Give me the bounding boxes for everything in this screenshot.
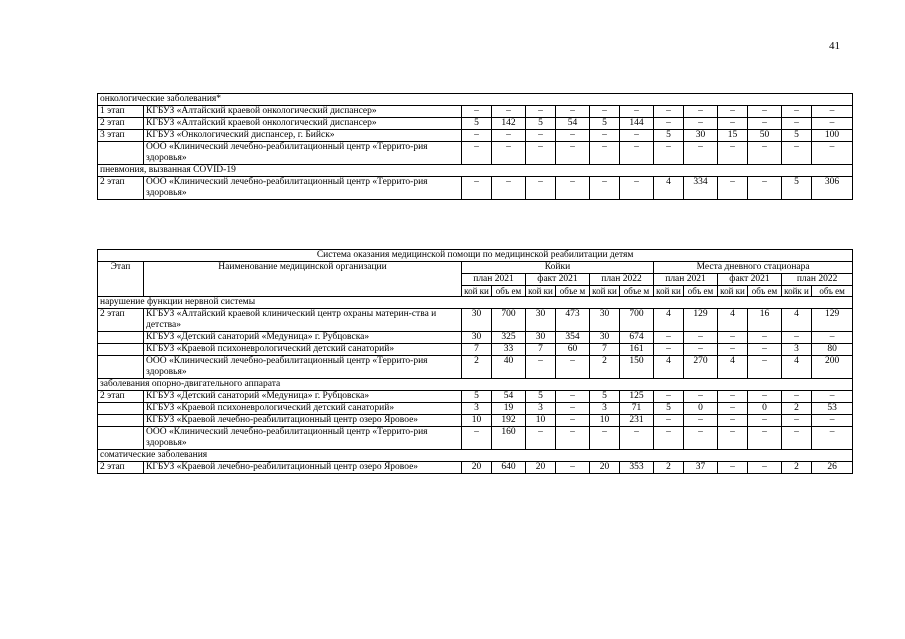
value-cell: –: [556, 356, 590, 379]
org-name-cell: КГБУЗ «Алтайский краевой клинический центр охраны материн-ства и детства»: [144, 309, 462, 332]
period-header: план 2021: [654, 274, 718, 286]
value-cell: 2: [462, 356, 492, 379]
value-cell: –: [782, 332, 812, 344]
value-cell: 20: [462, 462, 492, 474]
value-cell: 5: [654, 130, 684, 142]
value-cell: 7: [462, 344, 492, 356]
value-cell: –: [620, 177, 654, 200]
value-cell: –: [462, 106, 492, 118]
table-row: [98, 427, 853, 450]
value-cell: –: [654, 106, 684, 118]
value-cell: –: [718, 106, 748, 118]
value-cell: –: [526, 177, 556, 200]
value-cell: –: [718, 118, 748, 130]
value-cell: 54: [556, 118, 590, 130]
value-cell: –: [782, 118, 812, 130]
value-cell: –: [718, 403, 748, 415]
value-cell: –: [590, 427, 620, 450]
value-cell: 50: [748, 130, 782, 142]
value-cell: –: [812, 118, 853, 130]
stage-cell: [98, 403, 144, 415]
value-cell: 5: [526, 118, 556, 130]
period-header: факт 2021: [526, 274, 590, 286]
value-cell: 30: [462, 309, 492, 332]
value-cell: –: [718, 142, 748, 165]
subcol-header: кой ки: [590, 286, 620, 297]
value-cell: 0: [748, 403, 782, 415]
value-cell: 100: [812, 130, 853, 142]
value-cell: 700: [620, 309, 654, 332]
value-cell: 4: [654, 177, 684, 200]
value-cell: 60: [556, 344, 590, 356]
value-cell: 30: [590, 309, 620, 332]
value-cell: –: [684, 332, 718, 344]
period-header: план 2021: [462, 274, 526, 286]
value-cell: –: [718, 344, 748, 356]
section-label: заболевания опорно-двигательного аппарата: [98, 379, 853, 391]
stage-cell: 2 этап: [98, 391, 144, 403]
value-cell: –: [492, 142, 526, 165]
org-name-cell: КГБУЗ «Алтайский краевой онкологический диспансер»: [144, 106, 462, 118]
org-name-cell: КГБУЗ «Краевой лечебно-реабилитационный центр озеро Яровое»: [144, 462, 462, 474]
org-name-cell: КГБУЗ «Краевой психоневрологический детский санаторий»: [144, 344, 462, 356]
value-cell: –: [462, 142, 492, 165]
page-number: 41: [829, 40, 840, 52]
value-cell: –: [556, 427, 590, 450]
value-cell: –: [526, 106, 556, 118]
value-cell: 3: [526, 403, 556, 415]
value-cell: 16: [748, 309, 782, 332]
value-cell: –: [462, 177, 492, 200]
value-cell: –: [684, 118, 718, 130]
value-cell: 5: [590, 391, 620, 403]
value-cell: 2: [782, 462, 812, 474]
value-cell: –: [718, 332, 748, 344]
value-cell: –: [748, 427, 782, 450]
org-name-cell: ООО «Клинический лечебно-реабилитационный центр «Террито-рия здоровья»: [144, 177, 462, 200]
value-cell: –: [782, 415, 812, 427]
table-row: [98, 142, 853, 165]
subcol-header: объе м: [620, 286, 654, 297]
value-cell: –: [526, 356, 556, 379]
value-cell: –: [556, 391, 590, 403]
value-cell: –: [718, 462, 748, 474]
value-cell: 2: [782, 403, 812, 415]
table-row: [98, 403, 853, 415]
value-cell: 7: [590, 344, 620, 356]
value-cell: –: [748, 344, 782, 356]
section-label: нарушение функции нервной системы: [98, 297, 853, 309]
value-cell: 2: [654, 462, 684, 474]
value-cell: –: [782, 391, 812, 403]
value-cell: –: [526, 130, 556, 142]
stage-cell: [98, 332, 144, 344]
value-cell: 2: [590, 356, 620, 379]
org-name-cell: ООО «Клинический лечебно-реабилитационный центр «Террито-рия здоровья»: [144, 356, 462, 379]
value-cell: –: [748, 391, 782, 403]
stage-cell: [98, 415, 144, 427]
group-header-beds: Койки: [462, 262, 654, 274]
value-cell: 473: [556, 309, 590, 332]
value-cell: –: [654, 142, 684, 165]
section-row: [98, 450, 853, 462]
value-cell: –: [654, 427, 684, 450]
table-title: Система оказания медицинской помощи по медицинской реабилитации детям: [98, 250, 853, 262]
value-cell: –: [812, 142, 853, 165]
table-row: [98, 177, 853, 200]
subcol-header: кой ки: [718, 286, 748, 297]
value-cell: –: [556, 106, 590, 118]
value-cell: –: [590, 130, 620, 142]
value-cell: –: [654, 332, 684, 344]
value-cell: 3: [782, 344, 812, 356]
table-row: [98, 344, 853, 356]
subcol-header: кой ки: [654, 286, 684, 297]
org-name-cell: КГБУЗ «Детский санаторий «Медуница» г. Рубцовска»: [144, 332, 462, 344]
value-cell: –: [718, 427, 748, 450]
value-cell: 71: [620, 403, 654, 415]
value-cell: –: [684, 344, 718, 356]
subcol-header: кой ки: [526, 286, 556, 297]
subcol-header: объ ем: [492, 286, 526, 297]
section-label: пневмония, вызванная COVID-19: [98, 165, 853, 177]
subcol-header: объ ем: [684, 286, 718, 297]
stage-cell: 1 этап: [98, 106, 144, 118]
subcol-header: объе м: [556, 286, 590, 297]
value-cell: 40: [492, 356, 526, 379]
value-cell: –: [748, 415, 782, 427]
value-cell: –: [556, 142, 590, 165]
value-cell: 3: [462, 403, 492, 415]
value-cell: –: [684, 106, 718, 118]
value-cell: –: [492, 130, 526, 142]
value-cell: 5: [462, 118, 492, 130]
value-cell: 5: [462, 391, 492, 403]
value-cell: –: [590, 177, 620, 200]
value-cell: 20: [590, 462, 620, 474]
table-row: [98, 415, 853, 427]
value-cell: 325: [492, 332, 526, 344]
section-label: онкологические заболевания*: [98, 94, 853, 106]
value-cell: –: [492, 106, 526, 118]
value-cell: 7: [526, 344, 556, 356]
value-cell: 10: [590, 415, 620, 427]
org-name-cell: КГБУЗ «Краевой психоневрологический детский санаторий»: [144, 403, 462, 415]
value-cell: 129: [684, 309, 718, 332]
value-cell: –: [684, 142, 718, 165]
value-cell: –: [590, 142, 620, 165]
value-cell: –: [812, 391, 853, 403]
value-cell: 10: [462, 415, 492, 427]
value-cell: –: [556, 462, 590, 474]
value-cell: –: [654, 415, 684, 427]
org-name-cell: ООО «Клинический лечебно-реабилитационный центр «Террито-рия здоровья»: [144, 142, 462, 165]
value-cell: 5: [526, 391, 556, 403]
value-cell: –: [462, 427, 492, 450]
value-cell: –: [526, 142, 556, 165]
period-header: план 2022: [590, 274, 654, 286]
value-cell: –: [748, 177, 782, 200]
org-name-cell: ООО «Клинический лечебно-реабилитационный центр «Террито-рия здоровья»: [144, 427, 462, 450]
value-cell: –: [812, 427, 853, 450]
value-cell: 700: [492, 309, 526, 332]
value-cell: 30: [684, 130, 718, 142]
value-cell: –: [620, 130, 654, 142]
value-cell: –: [748, 142, 782, 165]
table-rehab-children: [97, 249, 853, 474]
value-cell: –: [556, 403, 590, 415]
value-cell: 161: [620, 344, 654, 356]
section-row: [98, 297, 853, 309]
value-cell: 306: [812, 177, 853, 200]
value-cell: 4: [654, 309, 684, 332]
value-cell: 144: [620, 118, 654, 130]
value-cell: 129: [812, 309, 853, 332]
period-header: факт 2021: [718, 274, 782, 286]
table-row: [98, 356, 853, 379]
value-cell: –: [748, 118, 782, 130]
value-cell: –: [782, 142, 812, 165]
value-cell: 20: [526, 462, 556, 474]
value-cell: 3: [590, 403, 620, 415]
value-cell: 30: [526, 309, 556, 332]
value-cell: –: [462, 130, 492, 142]
stage-cell: [98, 356, 144, 379]
subcol-header: кой ки: [462, 286, 492, 297]
value-cell: –: [654, 391, 684, 403]
value-cell: –: [684, 391, 718, 403]
stage-cell: 2 этап: [98, 177, 144, 200]
value-cell: –: [812, 415, 853, 427]
value-cell: –: [748, 106, 782, 118]
value-cell: –: [620, 106, 654, 118]
value-cell: 0: [684, 403, 718, 415]
value-cell: 37: [684, 462, 718, 474]
org-name-cell: КГБУЗ «Онкологический диспансер, г. Бийск»: [144, 130, 462, 142]
col-header-stage: Этап: [98, 262, 144, 297]
value-cell: –: [590, 106, 620, 118]
value-cell: 160: [492, 427, 526, 450]
table-row: [98, 332, 853, 344]
value-cell: –: [556, 415, 590, 427]
value-cell: –: [718, 391, 748, 403]
value-cell: 5: [782, 130, 812, 142]
value-cell: 4: [782, 309, 812, 332]
value-cell: 10: [526, 415, 556, 427]
value-cell: 53: [812, 403, 853, 415]
value-cell: 33: [492, 344, 526, 356]
table-row: [98, 106, 853, 118]
value-cell: –: [684, 415, 718, 427]
value-cell: –: [718, 415, 748, 427]
value-cell: 80: [812, 344, 853, 356]
value-cell: –: [556, 177, 590, 200]
value-cell: –: [492, 177, 526, 200]
value-cell: 26: [812, 462, 853, 474]
value-cell: –: [748, 462, 782, 474]
value-cell: –: [526, 427, 556, 450]
section-row: [98, 165, 853, 177]
value-cell: –: [748, 332, 782, 344]
table-row: [98, 130, 853, 142]
subcol-header: койк и: [782, 286, 812, 297]
value-cell: 353: [620, 462, 654, 474]
value-cell: 192: [492, 415, 526, 427]
value-cell: 5: [782, 177, 812, 200]
value-cell: –: [748, 356, 782, 379]
value-cell: –: [654, 344, 684, 356]
section-row: [98, 379, 853, 391]
value-cell: 4: [782, 356, 812, 379]
value-cell: 334: [684, 177, 718, 200]
stage-cell: 2 этап: [98, 462, 144, 474]
group-header-day: Места дневного стационара: [654, 262, 853, 274]
stage-cell: [98, 427, 144, 450]
value-cell: –: [782, 106, 812, 118]
org-name-cell: КГБУЗ «Алтайский краевой онкологический диспансер»: [144, 118, 462, 130]
value-cell: 19: [492, 403, 526, 415]
org-name-cell: КГБУЗ «Краевой лечебно-реабилитационный центр озеро Яровое»: [144, 415, 462, 427]
value-cell: 270: [684, 356, 718, 379]
value-cell: 231: [620, 415, 654, 427]
value-cell: –: [782, 427, 812, 450]
value-cell: 125: [620, 391, 654, 403]
stage-cell: 2 этап: [98, 309, 144, 332]
value-cell: –: [684, 427, 718, 450]
value-cell: 674: [620, 332, 654, 344]
table-row: [98, 309, 853, 332]
value-cell: –: [718, 177, 748, 200]
value-cell: –: [812, 106, 853, 118]
value-cell: 142: [492, 118, 526, 130]
stage-cell: 2 этап: [98, 118, 144, 130]
subcol-header: объ ем: [812, 286, 853, 297]
value-cell: 150: [620, 356, 654, 379]
stage-cell: 3 этап: [98, 130, 144, 142]
value-cell: 4: [718, 356, 748, 379]
value-cell: –: [620, 142, 654, 165]
value-cell: 4: [654, 356, 684, 379]
value-cell: 640: [492, 462, 526, 474]
col-header-org: Наименование медицинской организации: [144, 262, 462, 297]
value-cell: –: [812, 332, 853, 344]
value-cell: 354: [556, 332, 590, 344]
value-cell: 4: [718, 309, 748, 332]
value-cell: 5: [590, 118, 620, 130]
value-cell: –: [556, 130, 590, 142]
value-cell: 200: [812, 356, 853, 379]
subcol-header: объ ем: [748, 286, 782, 297]
value-cell: 30: [590, 332, 620, 344]
stage-cell: [98, 344, 144, 356]
value-cell: –: [620, 427, 654, 450]
table-oncology: [97, 93, 853, 200]
section-row: [98, 94, 853, 106]
value-cell: 54: [492, 391, 526, 403]
value-cell: 15: [718, 130, 748, 142]
value-cell: 5: [654, 403, 684, 415]
value-cell: 30: [526, 332, 556, 344]
period-header: план 2022: [782, 274, 853, 286]
stage-cell: [98, 142, 144, 165]
table-row: [98, 118, 853, 130]
org-name-cell: КГБУЗ «Детский санаторий «Медуница» г. Рубцовска»: [144, 391, 462, 403]
value-cell: –: [654, 118, 684, 130]
value-cell: 30: [462, 332, 492, 344]
section-label: соматические заболевания: [98, 450, 853, 462]
table-row: [98, 462, 853, 474]
table-row: [98, 391, 853, 403]
